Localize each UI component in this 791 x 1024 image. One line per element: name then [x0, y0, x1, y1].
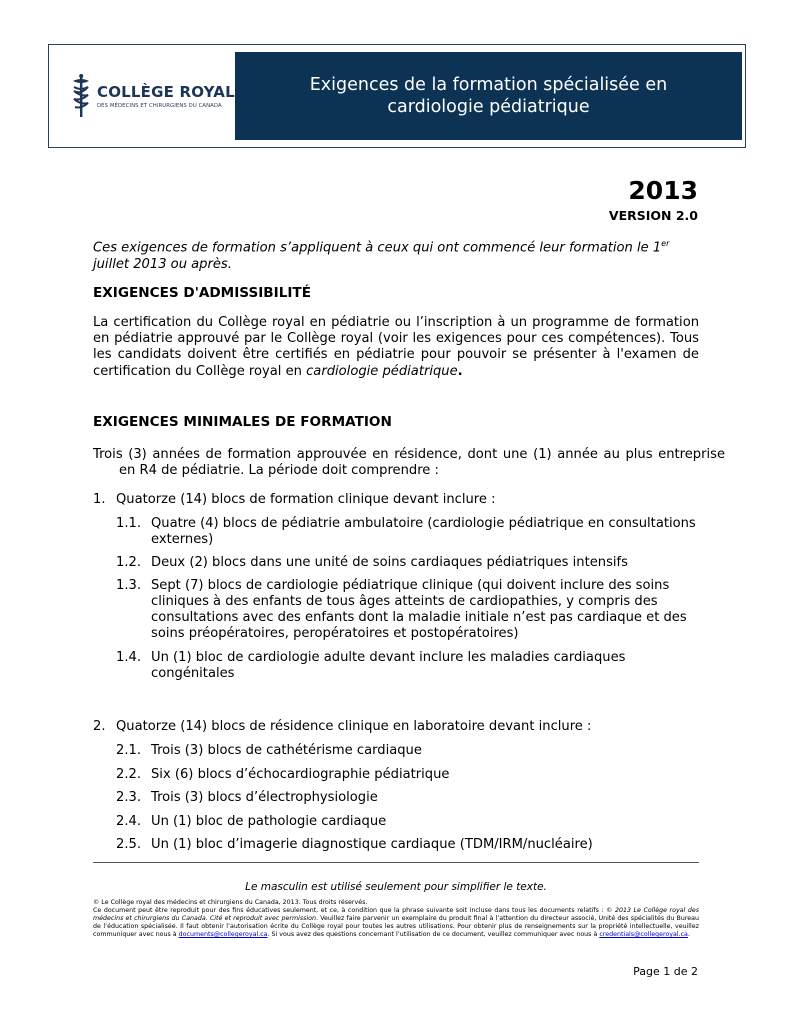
footer-divider — [93, 862, 699, 863]
list-item-number: 1.2. — [116, 555, 141, 570]
list-item-number: 1.4. — [116, 650, 141, 665]
admissibility-emphasis: cardiologie pédiatrique — [306, 363, 458, 379]
logo-subtitle: DES MÉDECINS ET CHIRURGIENS DU CANADA — [97, 103, 222, 109]
admissibility-heading: EXIGENCES D'ADMISSIBILITÉ — [93, 285, 311, 301]
list-item-number: 1.3. — [116, 578, 141, 593]
caduceus-icon — [69, 73, 93, 119]
list-item-text — [151, 650, 625, 682]
list-item-text — [151, 743, 422, 759]
list-item-line: Six (6) blocs d’échocardiographie pédiatrique — [151, 767, 450, 782]
documents-email-link[interactable]: documents@collegeroyal.ca — [178, 931, 268, 938]
list-item-line: Quatre (4) blocs de pédiatrie ambulatoire (cardiologie pédiatrique en consultations — [151, 516, 696, 531]
list-item-text — [116, 492, 496, 508]
document-title-line2: cardiologie pédiatrique — [387, 97, 590, 117]
footer-note: Le masculin est utilisé seulement pour simplifier le texte. — [245, 881, 547, 893]
list-item-line: Deux (2) blocs dans une unité de soins cardiaques pédiatriques intensifs — [151, 555, 628, 570]
title-panel — [235, 52, 742, 140]
list-item-number: 2.4. — [116, 814, 141, 829]
list-item-line: Trois (3) blocs de cathétérisme cardiaque — [151, 743, 422, 758]
list-item-text — [151, 837, 593, 853]
college-logo — [69, 71, 239, 119]
logo-name: COLLÈGE ROYAL — [97, 83, 235, 101]
list-item-line: Quatorze (14) blocs de formation clinique devant inclure : — [116, 492, 496, 507]
legal-text-em: 2013 Le Collège royal des médecins et chirurgiens du Canada. Cité et reproduit avec permission — [93, 907, 699, 922]
list-item-line: soins préopératoires, peropératoires et postopératoires) — [151, 626, 519, 641]
legal-text-b: . Veuillez faire parvenir un exemplaire du produit final à l’attention du directeur associé, Unité des spécialités du Bureau de l’éducation spécialisée. Il faut obtenir l’autorisation écrite du Collège royal pour toutes les autres utilisations. Pour obtenir plus de renseignements sur la propriété intellectuelle, veuillez communiquer avec nous à — [93, 915, 699, 938]
list-item-line: congénitales — [151, 666, 235, 681]
minimum-heading: EXIGENCES MINIMALES DE FORMATION — [93, 414, 392, 430]
list-item-line: Un (1) bloc d’imagerie diagnostique cardiaque (TDM/IRM/nucléaire) — [151, 837, 593, 852]
credentials-email-link[interactable]: credentials@collegeroyal.ca — [599, 931, 688, 938]
list-item-number: 2.1. — [116, 743, 141, 758]
list-item-line: Un (1) bloc de cardiologie adulte devant inclure les maladies cardiaques — [151, 650, 626, 665]
list-item-number: 2.5. — [116, 837, 141, 852]
list-item-line: Un (1) bloc de pathologie cardiaque — [151, 814, 387, 829]
year-label: 2013 — [628, 176, 698, 205]
page-number: Page 1 de 2 — [633, 965, 698, 978]
list-item-text — [151, 555, 628, 571]
intro-part1: Ces exigences de formation s’appliquent à ceux qui ont commencé leur formation le 1 — [93, 240, 662, 256]
intro-part2: juillet 2013 ou après. — [93, 256, 232, 272]
list-item-text — [151, 790, 378, 806]
list-item-text — [151, 767, 449, 783]
list-item-line: Trois (3) blocs d’électrophysiologie — [151, 790, 378, 805]
legal-text-a: Ce document peut être reproduit pour des fins éducatives seulement, et ce, à condition que la phrase suivante soit incluse dans tous les documents relatifs : © — [93, 907, 615, 914]
list-item-number: 1. — [93, 492, 106, 507]
list-item-line: consultations avec des enfants dont la maladie initiale n’est pas cardiaque et des — [151, 610, 687, 625]
list-item-number: 2.2. — [116, 767, 141, 782]
list-item-text — [151, 578, 687, 642]
list-item-text — [151, 516, 696, 548]
header-box — [48, 44, 746, 148]
legal-text-d: . — [687, 931, 690, 938]
list-item-line: cliniques à des enfants de tous âges atteints de cardiopathies, y compris des — [151, 594, 658, 609]
admissibility-paragraph — [93, 315, 699, 380]
intro-sup: er — [661, 239, 670, 248]
legal-notice — [93, 899, 699, 939]
list-item-number: 2. — [93, 719, 106, 734]
list-item-text — [116, 719, 591, 735]
legal-text-c: . Si vous avez des questions concernant l’utilisation de ce document, veuillez communiquer avec nous à — [267, 931, 600, 938]
list-item-line: Quatorze (14) blocs de résidence clinique en laboratoire devant inclure : — [116, 719, 592, 734]
copyright-text: © Le Collège royal des médecins et chirurgiens du Canada, 2013. Tous droits réservés. — [93, 899, 368, 906]
admissibility-text: La certification du Collège royal en pédiatrie ou l’inscription à un programme de formation en pédiatrie approuvé par le Collège royal (voir les exigences pour ces compétences). Tous les candidats doivent être certifiés en pédiatrie pour pouvoir se présenter à l'examen de certification du Collège royal en — [93, 315, 699, 379]
admissibility-end: . — [457, 363, 463, 379]
intro-text — [93, 236, 699, 273]
list-item-text — [151, 814, 386, 830]
minimum-intro: Trois (3) années de formation approuvée en résidence, dont une (1) année au plus entreprise en R4 de pédiatrie. La période doit comprendre : — [93, 447, 725, 479]
version-label: VERSION 2.0 — [608, 208, 698, 223]
document-title-line1: Exigences de la formation spécialisée en — [309, 75, 668, 95]
list-item-number: 2.3. — [116, 790, 141, 805]
list-item-line: Sept (7) blocs de cardiologie pédiatrique clinique (qui doivent inclure des soins — [151, 578, 670, 593]
list-item-line: externes) — [151, 532, 214, 547]
list-item-number: 1.1. — [116, 516, 141, 531]
